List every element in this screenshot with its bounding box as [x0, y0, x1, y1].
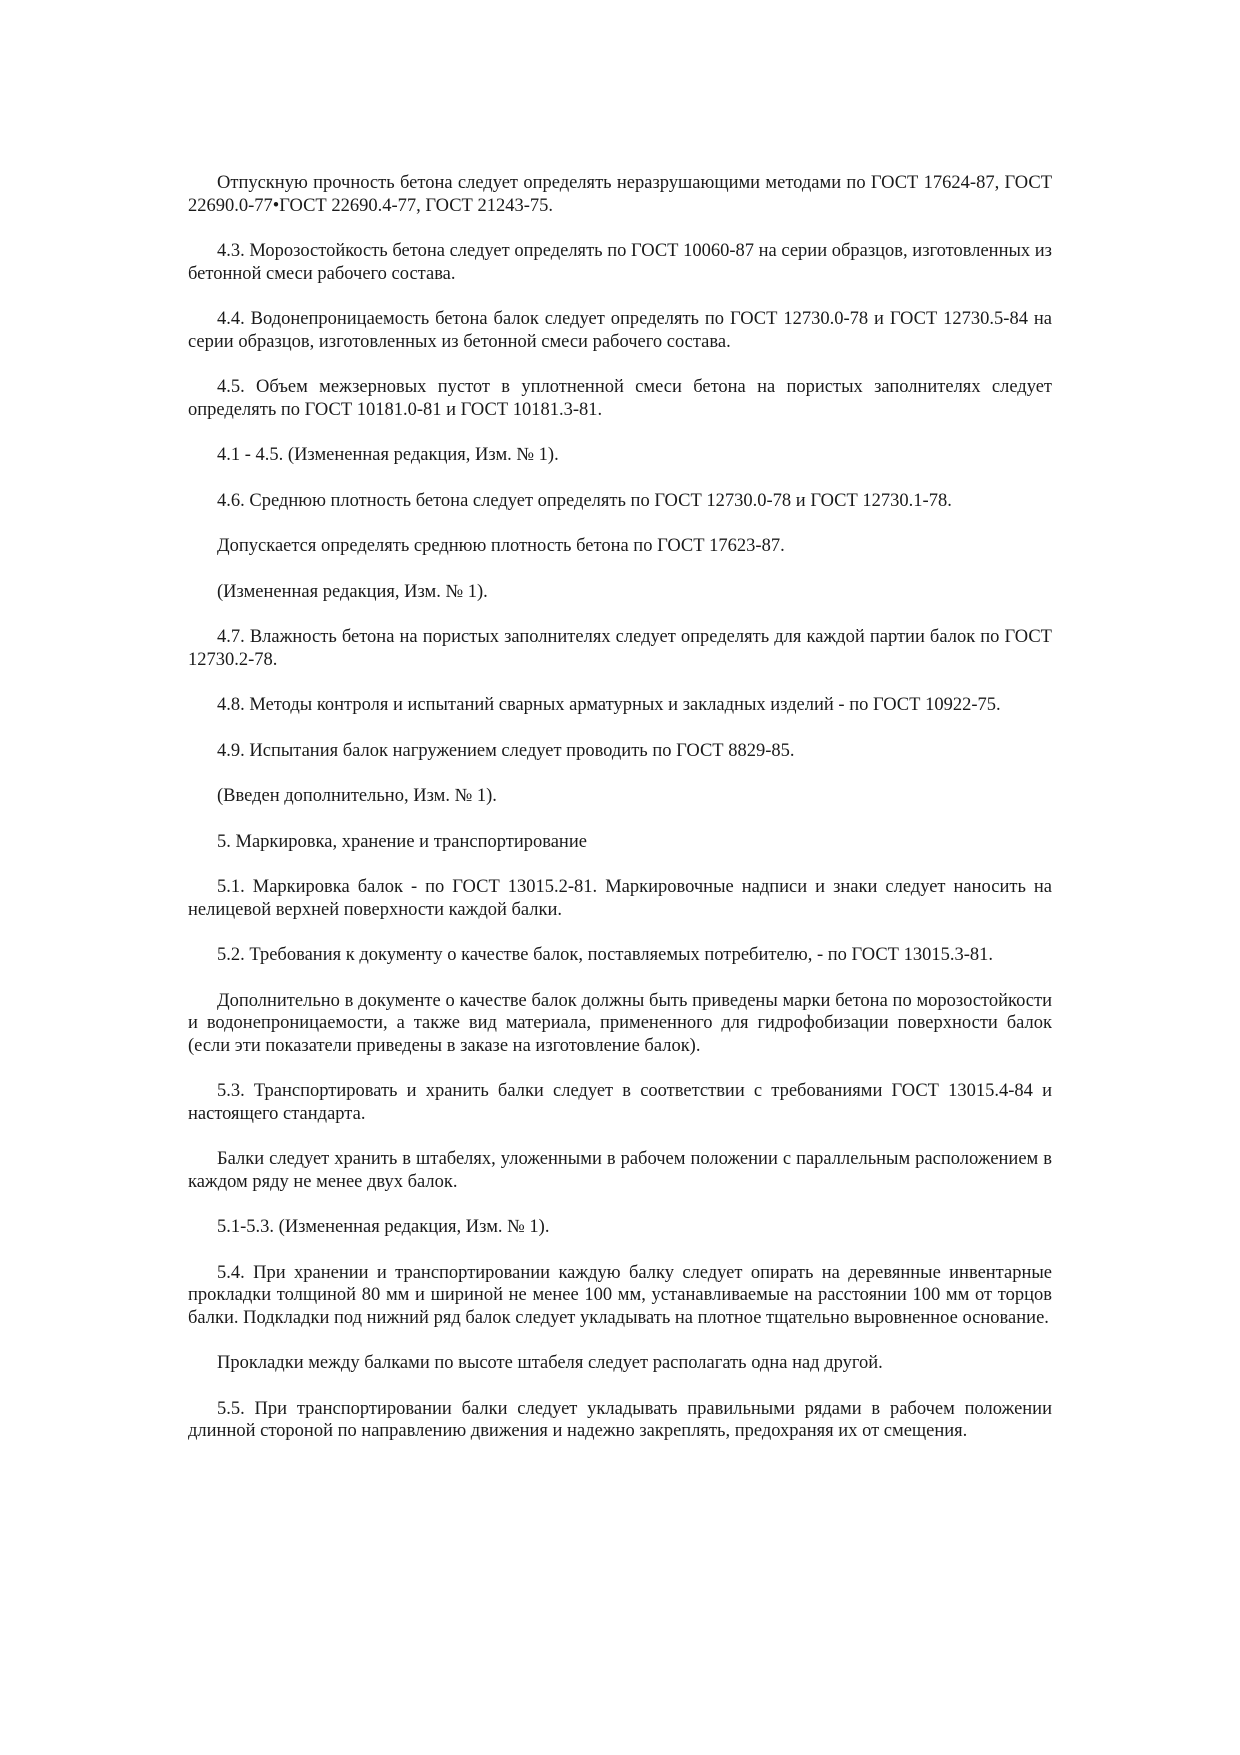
paragraph-5-1-5-3-note: 5.1-5.3. (Измененная редакция, Изм. № 1). [217, 1217, 550, 1237]
paragraph-release-strength: Отпускную прочность бетона следует определять неразрушающими методами по ГОСТ 17624-87, ГОСТ 22690.0-77•ГОСТ 22690.4-77, ГОСТ 21243-75. [188, 173, 1052, 216]
paragraph-5-2-additional: Дополнительно в документе о качестве балок должны быть приведены марки бетона по морозостойкости и водонепроницаемости, а также вид материала, примененного для гидрофобизации поверхности балок (если эти показатели приведены в заказе на изготовление балок). [188, 990, 1052, 1056]
paragraph-4-4: 4.4. Водонепроницаемость бетона балок следует определять по ГОСТ 12730.0-78 и ГОСТ 12730.5-84 на серии образцов, изготовленных из бетонной смеси рабочего состава. [188, 309, 1052, 352]
paragraph-5-3: 5.3. Транспортировать и хранить балки следует в соответствии с требованиями ГОСТ 13015.4-84 и настоящего стандарта. [188, 1081, 1052, 1124]
paragraph-5-5: 5.5. При транспортировании балки следует укладывать правильными рядами в рабочем положении длинной стороной по направлению движения и надежно закреплять, предохраняя их от смещения. [188, 1398, 1052, 1441]
section-heading-5: 5. Маркировка, хранение и транспортирование [217, 831, 587, 852]
paragraph-4-3: 4.3. Морозостойкость бетона следует определять по ГОСТ 10060-87 на серии образцов, изготовленных из бетонной смеси рабочего состава. [188, 241, 1052, 284]
paragraph-4-9-note: (Введен дополнительно, Изм. № 1). [217, 786, 497, 806]
paragraph-4-7: 4.7. Влажность бетона на пористых заполнителях следует определять для каждой партии балок по ГОСТ 12730.2-78. [188, 627, 1052, 670]
document-body [188, 172, 1052, 1466]
paragraph-4-6-allowed: Допускается определять среднюю плотность бетона по ГОСТ 17623-87. [217, 536, 785, 556]
paragraph-5-2: 5.2. Требования к документу о качестве балок, поставляемых потребителю, - по ГОСТ 13015.3-81. [217, 945, 994, 965]
paragraph-4-9: 4.9. Испытания балок нагружением следует проводить по ГОСТ 8829-85. [217, 740, 795, 761]
paragraph-5-4-spacers: Прокладки между балками по высоте штабеля следует располагать одна над другой. [217, 1353, 883, 1373]
paragraph-4-8: 4.8. Методы контроля и испытаний сварных арматурных и закладных изделий - по ГОСТ 10922-75. [217, 695, 1001, 715]
paragraph-4-5: 4.5. Объем межзерновых пустот в уплотненной смеси бетона на пористых заполнителях следует определять по ГОСТ 10181.0-81 и ГОСТ 10181.3-81. [188, 377, 1052, 420]
paragraph-4-6: 4.6. Среднюю плотность бетона следует определять по ГОСТ 12730.0-78 и ГОСТ 12730.1-78. [217, 490, 952, 511]
paragraph-5-3-storage: Балки следует хранить в штабелях, уложенными в рабочем положении с параллельным расположением в каждом ряду не менее двух балок. [188, 1149, 1052, 1192]
paragraph-4-1-4-5-note: 4.1 - 4.5. (Измененная редакция, Изм. № 1). [217, 445, 559, 465]
paragraph-4-6-note: (Измененная редакция, Изм. № 1). [217, 581, 488, 602]
paragraph-5-4: 5.4. При хранении и транспортировании каждую балку следует опирать на деревянные инвентарные прокладки толщиной 80 мм и шириной не менее 100 мм, устанавливаемые на расстоянии 100 мм от торцов балки. Подкладки под нижний ряд балок следует укладывать на плотное тщательно выровненное основание. [188, 1262, 1052, 1328]
paragraph-5-1: 5.1. Маркировка балок - по ГОСТ 13015.2-81. Маркировочные надписи и знаки следует наносить на нелицевой верхней поверхности каждой балки. [188, 877, 1052, 920]
